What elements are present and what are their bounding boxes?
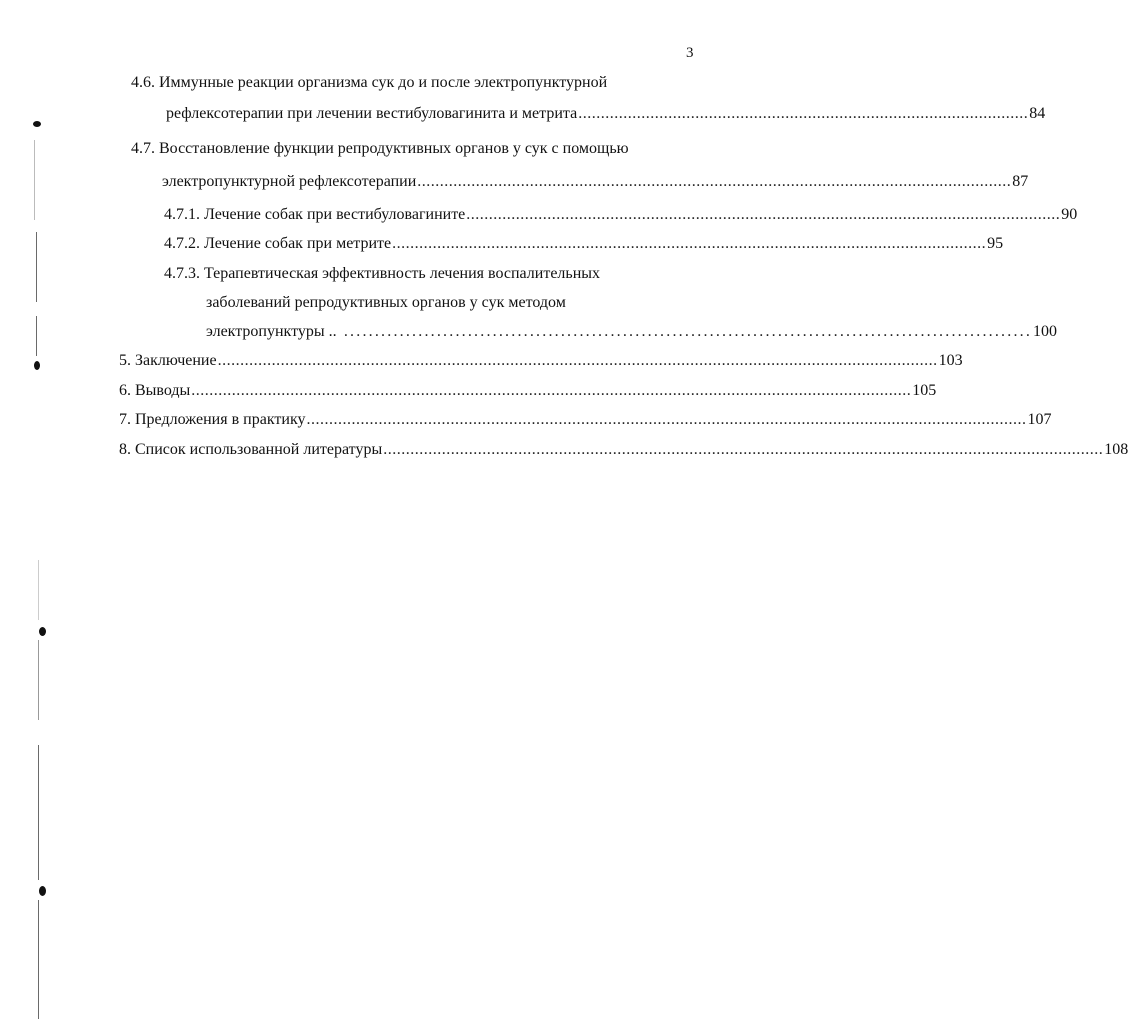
toc-page-number: 87 — [1012, 173, 1029, 190]
scan-artifact-line — [38, 640, 39, 720]
toc-page-number: 90 — [1061, 206, 1078, 223]
scan-artifact-mark — [39, 886, 46, 896]
toc-page-number: 107 — [1027, 411, 1052, 428]
toc-entry-4-6-heading — [131, 73, 706, 93]
toc-entry-4-7-line — [162, 172, 1029, 192]
toc-page-number: 100 — [1033, 323, 1058, 340]
dot-leader: ............................................................................................................... — [337, 323, 1033, 340]
toc-page-number: 84 — [1029, 105, 1046, 122]
scan-artifact-line — [36, 232, 37, 302]
toc-entry-text: электропунктуры .. — [206, 323, 337, 340]
dot-leader: .................................................................................................................................... — [417, 173, 1012, 190]
toc-page-number: 103 — [938, 352, 963, 369]
toc-entry-text: 4.6. Иммунные реакции организма сук до и после электропунктурной — [131, 74, 608, 91]
dot-leader: ................................................................................................................................................................ — [383, 441, 1104, 458]
toc-entry-text: 8. Список использованной литературы — [119, 441, 383, 458]
toc-entry-8 — [119, 440, 1128, 460]
toc-entry-text: 4.7.3. Терапевтическая эффективность лечения воспалительных — [164, 265, 601, 282]
toc-entry-text: электропунктурной рефлексотерапии — [162, 173, 417, 190]
toc-entry-text: 6. Выводы — [119, 382, 191, 399]
toc-page-number: 95 — [987, 235, 1004, 252]
toc-entry-text: заболеваний репродуктивных органов у сук методом — [206, 294, 566, 311]
scan-artifact-mark — [33, 121, 41, 127]
toc-entry-5 — [119, 351, 963, 371]
toc-entry-text: 4.7. Восстановление функции репродуктивных органов у сук с помощью — [131, 140, 629, 157]
dot-leader: ................................................................................................................................................................ — [306, 411, 1027, 428]
dot-leader: ................................................................................................................................................................ — [217, 352, 938, 369]
toc-entry-7 — [119, 410, 1052, 430]
toc-entry-4-7-3-heading — [164, 264, 704, 284]
toc-entry-4-7-3-line2 — [206, 293, 706, 313]
scan-artifact-line — [38, 900, 39, 1019]
dot-leader: .................................................................................................... — [578, 105, 1029, 122]
toc-entry-6 — [119, 381, 937, 401]
toc-entry-text: 4.7.1. Лечение собак при вестибуловагините — [164, 206, 466, 223]
scan-artifact-mark — [39, 627, 46, 636]
toc-entry-text: 4.7.2. Лечение собак при метрите — [164, 235, 392, 252]
dot-leader: ................................................................................................................................................................ — [191, 382, 912, 399]
scan-artifact-line — [34, 140, 35, 220]
toc-entry-4-7-1 — [164, 205, 1078, 225]
toc-entry-text: рефлексотерапии при лечении вестибуловагинита и метрита — [166, 105, 578, 122]
scan-artifact-mark — [34, 361, 40, 370]
dot-leader: .................................................................................................................................... — [392, 235, 987, 252]
scan-artifact-line — [36, 316, 37, 356]
toc-entry-4-6-line — [166, 104, 1046, 124]
toc-entry-4-7-2 — [164, 234, 1004, 254]
toc-entry-4-7-3-line3 — [206, 322, 1058, 342]
toc-entry-4-7-heading — [131, 139, 706, 159]
page-number: 3 — [686, 45, 694, 61]
toc-page-number: 105 — [912, 382, 937, 399]
toc-entry-text: 5. Заключение — [119, 352, 217, 369]
scan-artifact-line — [38, 560, 39, 620]
toc-page-number: 108 — [1104, 441, 1128, 458]
scan-artifact-line — [38, 745, 39, 880]
toc-entry-text: 7. Предложения в практику — [119, 411, 306, 428]
dot-leader: .................................................................................................................................... — [466, 206, 1061, 223]
